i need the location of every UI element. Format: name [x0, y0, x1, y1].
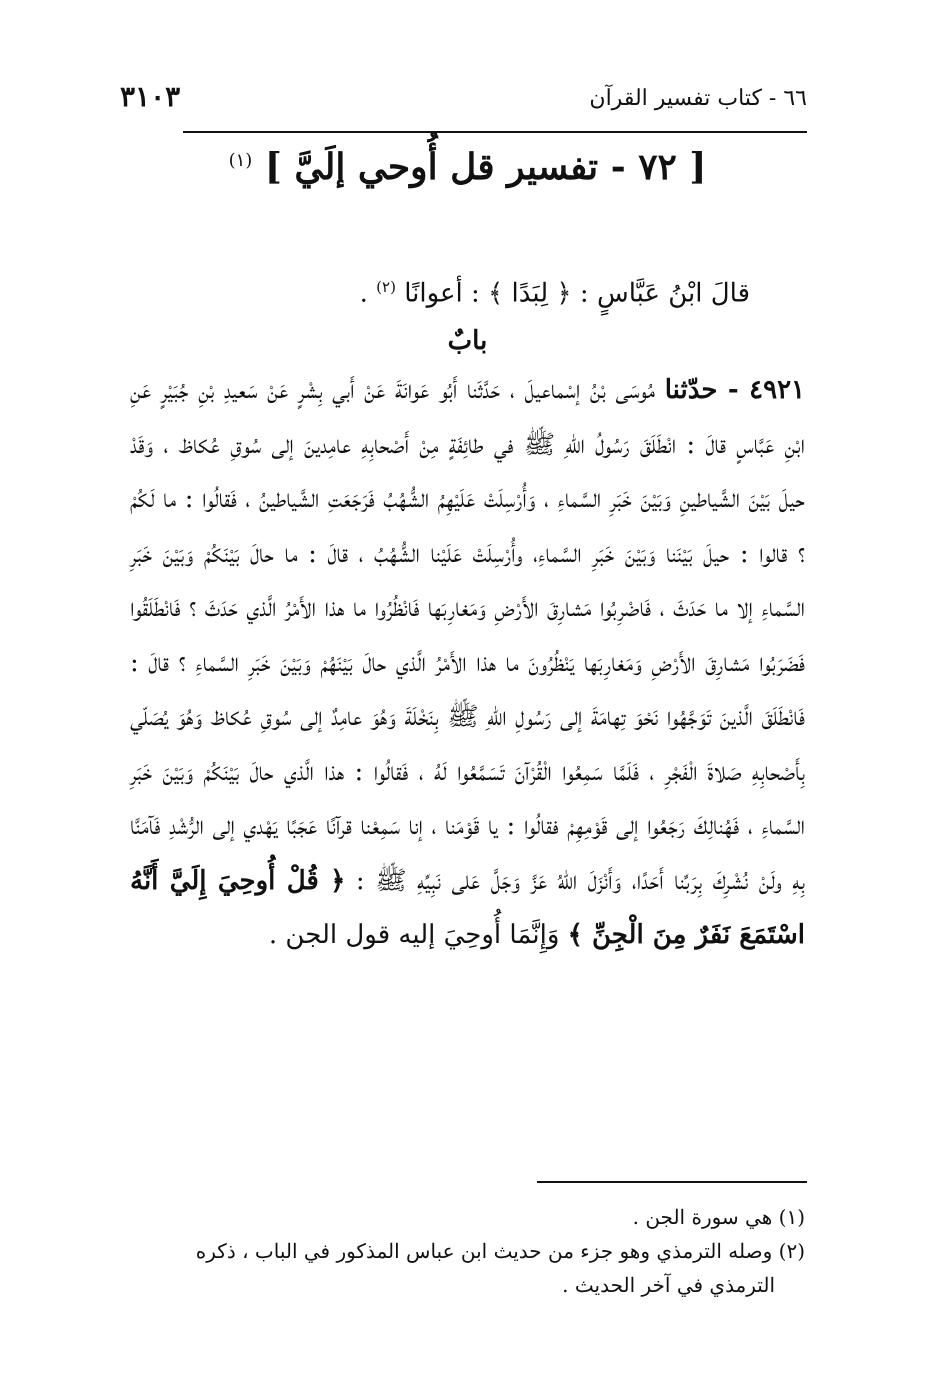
chapter-title: ٦٦ - كتاب تفسير القرآن	[589, 86, 807, 111]
footnotes	[130, 1200, 805, 1302]
section-title-text: [ ٧٢ - تفسير قل أُوحي إلَيَّ ]	[264, 146, 707, 188]
title-footnote-mark: (١)	[228, 150, 253, 171]
section-heading: بابٌ	[447, 326, 488, 356]
intro-paragraph	[130, 260, 805, 321]
quran-quote: ﴿ قُلْ أُوحِيَ إِلَيَّ أَنَّهُ اسْتَمَعَ نَفَرٌ مِنَ الْجِنِّ ﴾	[130, 865, 805, 950]
hadith-number: ٤٩٢١ - حدّثنا	[664, 375, 805, 405]
footnote-2-continuation: الترمذي في آخر الحديث .	[562, 1273, 775, 1297]
intro-text: قالَ ابْنُ عَبَّاسٍ : ﴿ لِبَدًا ﴾ : أعوانًا	[404, 278, 750, 309]
footnote-2: (٢) وصله الترمذي وهو جزء من حديث ابن عباس المذكور في الباب ، ذكره	[195, 1239, 805, 1263]
intro-end: .	[359, 278, 368, 309]
footnote-1: (١) هي سورة الجن .	[632, 1205, 805, 1229]
header-rule	[183, 131, 807, 133]
running-header	[120, 80, 807, 120]
hadith-text: مُوسَى بْنُ إسْماعيلَ ، حَدَّثَنا أَبُو عَوانَةَ عَنْ أَبي بِشْرٍ عَنْ سَعيدِ بْنِ جُبَيْرٍ عَنِ ابْنِ عَبَّاسٍ قالَ : انْطَلَقَ رَسُولُ اللهِ ﷺ في طائِفَةٍ مِنْ أَصْحابِهِ عامِدينَ إلى سُوقِ عُكاظ ، وَقَدْ حيلَ بَيْنَ الشَّياطينِ وَبَيْنَ خَبَرِ السَّماءِ ، وَأُرْسِلَتْ عَلَيْهِمُ الشُّهُبُ فَرَجَعَتِ الشَّياطينُ ، فَقالُوا : ما لَكُمْ ؟ قالوا : حيلَ بَيْنَنا وَبَيْنَ خَبَرِ السَّماءِ، وأُرْسِلَتْ عَلَيْنا الشُّهُبُ ، قالَ : ما حالَ بَيْنَكُمْ وَبَيْنَ خَبَرِ السَّماءِ إلا ما حَدَثَ ، فَاضْرِبُوا مَشارِقَ الأَرْضِ وَمَغارِبَها فَانْظُرُوا ما هذا الأَمْرُ الَّذي حَدَثَ ؟ فَانْطَلَقُوا فَضَرَبُوا مَشارِقَ الأَرْضِ وَمَغارِبَها يَنْظُرُونَ ما هذا الأَمْرُ الَّذي حالَ بَيْنَهُمْ وَبَيْنَ خَبَرِ السَّماءِ ؟ قالَ : فَانْطَلَقَ الَّذينَ تَوَجَّهُوا نَحْوَ تِهامَةَ إلى رَسُولِ اللهِ ﷺ بِنَخْلَةَ وَهُوَ عامِدٌ إلى سُوقِ عُكاظ وَهُوَ يُصَلّي بِأَصْحابِهِ صَلاةَ الْفَجْرِ ، فَلَمَّا سَمِعُوا الْقُرْآنَ تَسَمَّعُوا لَهُ ، فَقالُوا : هذا الَّذي حالَ بَيْنَكُمْ وَبَيْنَ خَبَرِ السَّماءِ ، فَهُنالِكَ رَجَعُوا إلى قَوْمِهِمْ فقالُوا : يا قَوْمَنا ، إنا سَمِعْنا قرآنًا عَجَبًا يَهْدي إلى الرُّشْدِ فَآمَنَّا بِهِ ولَنْ نُشْرِكَ بِرَبِّنا أَحَدًا، وَأَنْزَلَ اللهُ عَزَّ وَجَلَّ عَلى نَبِيِّهِ ﷺ :	[130, 375, 805, 896]
hadith-paragraph	[130, 363, 805, 963]
intro-footnote-mark: (٢)	[376, 278, 396, 296]
page-number: ٣١٠٣	[120, 80, 181, 113]
footnote-rule	[537, 1181, 807, 1183]
section-title	[130, 146, 805, 188]
hadith-ending: وَإِنَّمَا أُوحِيَ إليه قول الجن .	[268, 920, 560, 950]
